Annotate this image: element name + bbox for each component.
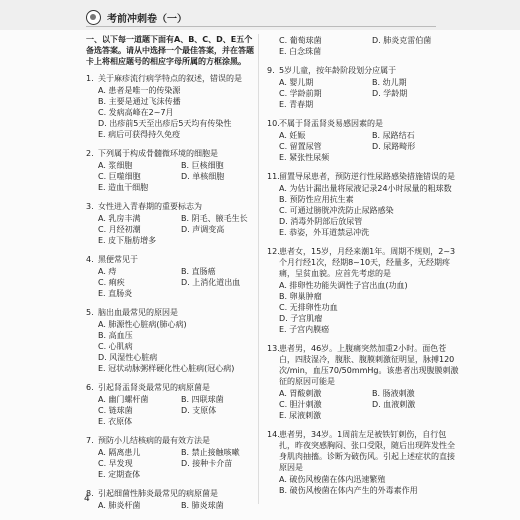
question-number: 4. (86, 255, 94, 264)
answer-option: D. 肺炎克雷伯菌 (372, 36, 432, 45)
answer-option: B. 幼儿期 (372, 78, 407, 87)
question-number: 10. (267, 119, 280, 128)
question-stem (86, 307, 258, 318)
question (267, 429, 459, 496)
answer-option: D. 上消化道出血 (181, 278, 241, 287)
answer-option: C. 学龄前期 (279, 89, 322, 98)
answer-option: D. 声调变高 (181, 225, 225, 234)
answer-option: C. 早发现 (98, 459, 133, 468)
answer-option: B. 肠液刺激 (372, 389, 415, 398)
answer-option: D. 子宫肌瘤 (279, 314, 323, 323)
answer-option: A. 肺炎杆菌 (98, 501, 141, 510)
answer-option: D. 接种卡介苗 (181, 459, 233, 468)
right-question-list (267, 36, 459, 496)
question-stem (267, 343, 459, 387)
question-text: 引起肾盂肾炎最常见的病原菌是 (98, 383, 210, 392)
question-stem (86, 148, 258, 159)
answer-option: C. 胆汁刺激 (279, 400, 322, 409)
right-column (258, 34, 459, 504)
question-stem (267, 65, 459, 76)
answer-options (98, 86, 258, 140)
answer-options (279, 36, 459, 57)
answer-option: D. 血液刺激 (372, 400, 416, 409)
left-column (86, 34, 258, 519)
answer-option: E. 衣原体 (98, 417, 133, 426)
answer-options (279, 389, 459, 421)
answer-option: B. 卵巢肿瘤 (279, 292, 322, 301)
answer-option: A. 患者是唯一的传染源 (98, 86, 181, 95)
answer-option: E. 病后可获得持久免疫 (98, 130, 181, 139)
question (267, 246, 459, 335)
answer-options (98, 320, 258, 374)
question (86, 488, 258, 511)
answer-option: D. 单核细胞 (181, 172, 225, 181)
answer-option: E. 冠状动脉粥样硬化性心脏病(冠心病) (98, 364, 235, 373)
question-stem (267, 246, 459, 279)
answer-option: B. 四联球菌 (181, 395, 224, 404)
answer-options (98, 395, 258, 427)
question-text: 留置导尿患者，预防逆行性尿路感染措施错误的是 (279, 172, 455, 181)
answer-option: C. 留置尿管 (279, 142, 322, 151)
answer-options (279, 184, 459, 238)
answer-option: B. 阴毛、腋毛生长 (181, 214, 248, 223)
answer-option: E. 紧张性尿频 (279, 153, 330, 162)
answer-option: B. 直肠癌 (181, 267, 216, 276)
question-stem (267, 429, 459, 473)
answer-option: A. 痔 (98, 267, 117, 276)
question-number: 8. (86, 489, 94, 498)
answer-option: C. 发病高峰在2~7月 (98, 108, 174, 117)
answer-options (279, 131, 459, 163)
answer-option: E. 尿液刺激 (279, 411, 322, 420)
question-number: 11. (267, 172, 280, 181)
question-text: 黑便常见于 (98, 255, 138, 264)
answer-option: D. 风湿性心脏病 (98, 353, 158, 362)
answer-option: E. 子宫内膜癌 (279, 325, 330, 334)
answer-option: C. 无排卵性功血 (279, 303, 338, 312)
answer-option: A. 为估计漏出量将尿液记录24小时尿量的粗球数 (279, 184, 452, 193)
answer-options (98, 214, 258, 246)
question-stem (86, 488, 258, 499)
answer-option: D. 学龄期 (372, 89, 408, 98)
section-intro: 一、以下每一道题下面有A、B、C、D、E五个备选答案。请从中选择一个最佳答案，并在答题卡上将相应题号的相应字母所属的方框涂黑。 (86, 35, 254, 66)
question-text: 患者女，15岁，月经来潮1年。周期不规则，2~3个月行经1次，经期8~10天，经量多，无经期疼痛，呈贫血貌。应首先考虑的是 (279, 247, 456, 278)
answer-options (98, 161, 258, 193)
question-number: 6. (86, 383, 94, 392)
answer-option: A. 排卵性功能失调性子宫出血(功血) (279, 281, 408, 290)
question-text: 引起细菌性肺炎最常见的病原菌是 (98, 489, 218, 498)
answer-option: A. 隔离患儿 (98, 448, 141, 457)
question (267, 171, 459, 238)
question-stem (86, 382, 258, 393)
page-number: 4 (84, 494, 90, 504)
answer-options (98, 501, 258, 511)
question-stem (267, 171, 459, 182)
answer-option: A. 妊娠 (279, 131, 306, 140)
page-header (86, 10, 187, 25)
answer-option: B. 尿路结石 (372, 131, 415, 140)
question (86, 307, 258, 374)
question-stem (86, 435, 258, 446)
question-stem (86, 73, 258, 84)
question-number: 13. (267, 344, 280, 353)
answer-option: B. 肺炎球菌 (181, 501, 224, 510)
answer-option: C. 痢疾 (98, 278, 125, 287)
answer-options (279, 281, 459, 335)
answer-options (279, 78, 459, 110)
answer-option: E. 恭姿，外耳道禁忌冲洗 (279, 228, 370, 237)
question-number: 12. (267, 247, 280, 256)
question (86, 382, 258, 427)
answer-option: B. 禁止接触咳嗽 (181, 448, 240, 457)
page-title: 考前冲刺卷（一） (107, 14, 187, 25)
question (86, 73, 258, 140)
answer-options (279, 475, 459, 496)
answer-option: E. 定期查体 (98, 470, 141, 479)
question-text: 关于麻疹流行病学特点的叙述，错误的是 (98, 74, 242, 83)
answer-option: E. 皮下脂肪增多 (98, 236, 157, 245)
answer-option: C. 心肌病 (98, 342, 133, 351)
answer-option: C. 葡萄球菌 (279, 36, 322, 45)
answer-option: E. 白念珠菌 (279, 47, 322, 56)
question (267, 118, 459, 163)
answer-option: D. 支原体 (181, 406, 217, 415)
answer-option: E. 直肠炎 (98, 289, 133, 298)
answer-option: A. 幽门螺杆菌 (98, 395, 149, 404)
answer-option: A. 浆细胞 (98, 161, 133, 170)
answer-options (98, 448, 258, 480)
left-question-list (86, 73, 258, 511)
question-stem (267, 118, 459, 129)
question-number: 1. (86, 74, 94, 83)
question (267, 343, 459, 421)
logo-icon (86, 10, 101, 25)
answer-option: E. 造血干细胞 (98, 183, 149, 192)
answer-option: A. 破伤风梭菌在体内迅速繁殖 (279, 475, 386, 484)
question (86, 435, 258, 480)
answer-option: C. 可通过膀胱冲洗防止尿路感染 (279, 206, 394, 215)
header-divider (86, 26, 436, 27)
answer-option: A. 胃酸刺激 (279, 389, 322, 398)
answer-option: B. 破伤风梭菌在体内产生的外毒素作用 (279, 486, 418, 495)
answer-option: B. 主要是通过飞沫传播 (98, 97, 181, 106)
question-text: 脑出血最常见的原因是 (98, 308, 178, 317)
question-stem (86, 254, 258, 265)
answer-option: B. 预防性应用抗生素 (279, 195, 354, 204)
question (86, 148, 258, 193)
question-text: 患者男，46岁。上腹痛突然加重2小时。面色苍白，四肢湿冷，腹胀、腹膜刺激征明显，脉搏120次/min，血压70/50mmHg。该患者出现腹膜刺激征的原因可能是 (279, 344, 459, 386)
answer-option: A. 婴儿期 (279, 78, 314, 87)
answer-option: C. 月经初潮 (98, 225, 141, 234)
question-text: 不属于肾盂肾炎易感因素的是 (279, 119, 383, 128)
answer-option: C. 巨噬细胞 (98, 172, 141, 181)
answer-option: B. 巨核细胞 (181, 161, 224, 170)
question-number: 14. (267, 430, 280, 439)
question-number: 5. (86, 308, 94, 317)
question-text: 预防小儿结核病的最有效方法是 (98, 436, 210, 445)
question-text: 5岁儿童，按年龄阶段划分应属于 (279, 66, 397, 75)
question-stem (86, 201, 258, 212)
answer-option: B. 高血压 (98, 331, 133, 340)
question-number: 3. (86, 202, 94, 211)
question-text: 下列属于构成骨髓微环境的细胞是 (98, 149, 218, 158)
answer-option: A. 肺源性心脏病(肺心病) (98, 320, 187, 329)
question-text: 患者男，34岁。1周前左足被铁钉刺伤，自行包扎，昨夜突感胸闷、张口受限，随后出现阵发性全身肌肉抽搐。诊断为破伤风。引起上述症状的直接原因是 (279, 430, 455, 472)
answer-option: D. 出疹前5天至出疹后5天均有传染性 (98, 119, 232, 128)
question-number: 2. (86, 149, 94, 158)
answer-option: E. 青春期 (279, 100, 314, 109)
question (267, 36, 459, 57)
answer-options (98, 267, 258, 299)
question (86, 254, 258, 299)
question (267, 65, 459, 110)
question (86, 201, 258, 246)
question-text: 女性进入青春期的重要标志为 (98, 202, 202, 211)
answer-option: D. 尿路畸形 (372, 142, 416, 151)
answer-option: C. 链球菌 (98, 406, 133, 415)
question-number: 9. (267, 66, 275, 75)
answer-option: D. 消毒外阴部后放尿管 (279, 217, 363, 226)
question-number: 7. (86, 436, 94, 445)
answer-option: A. 乳房丰满 (98, 214, 141, 223)
